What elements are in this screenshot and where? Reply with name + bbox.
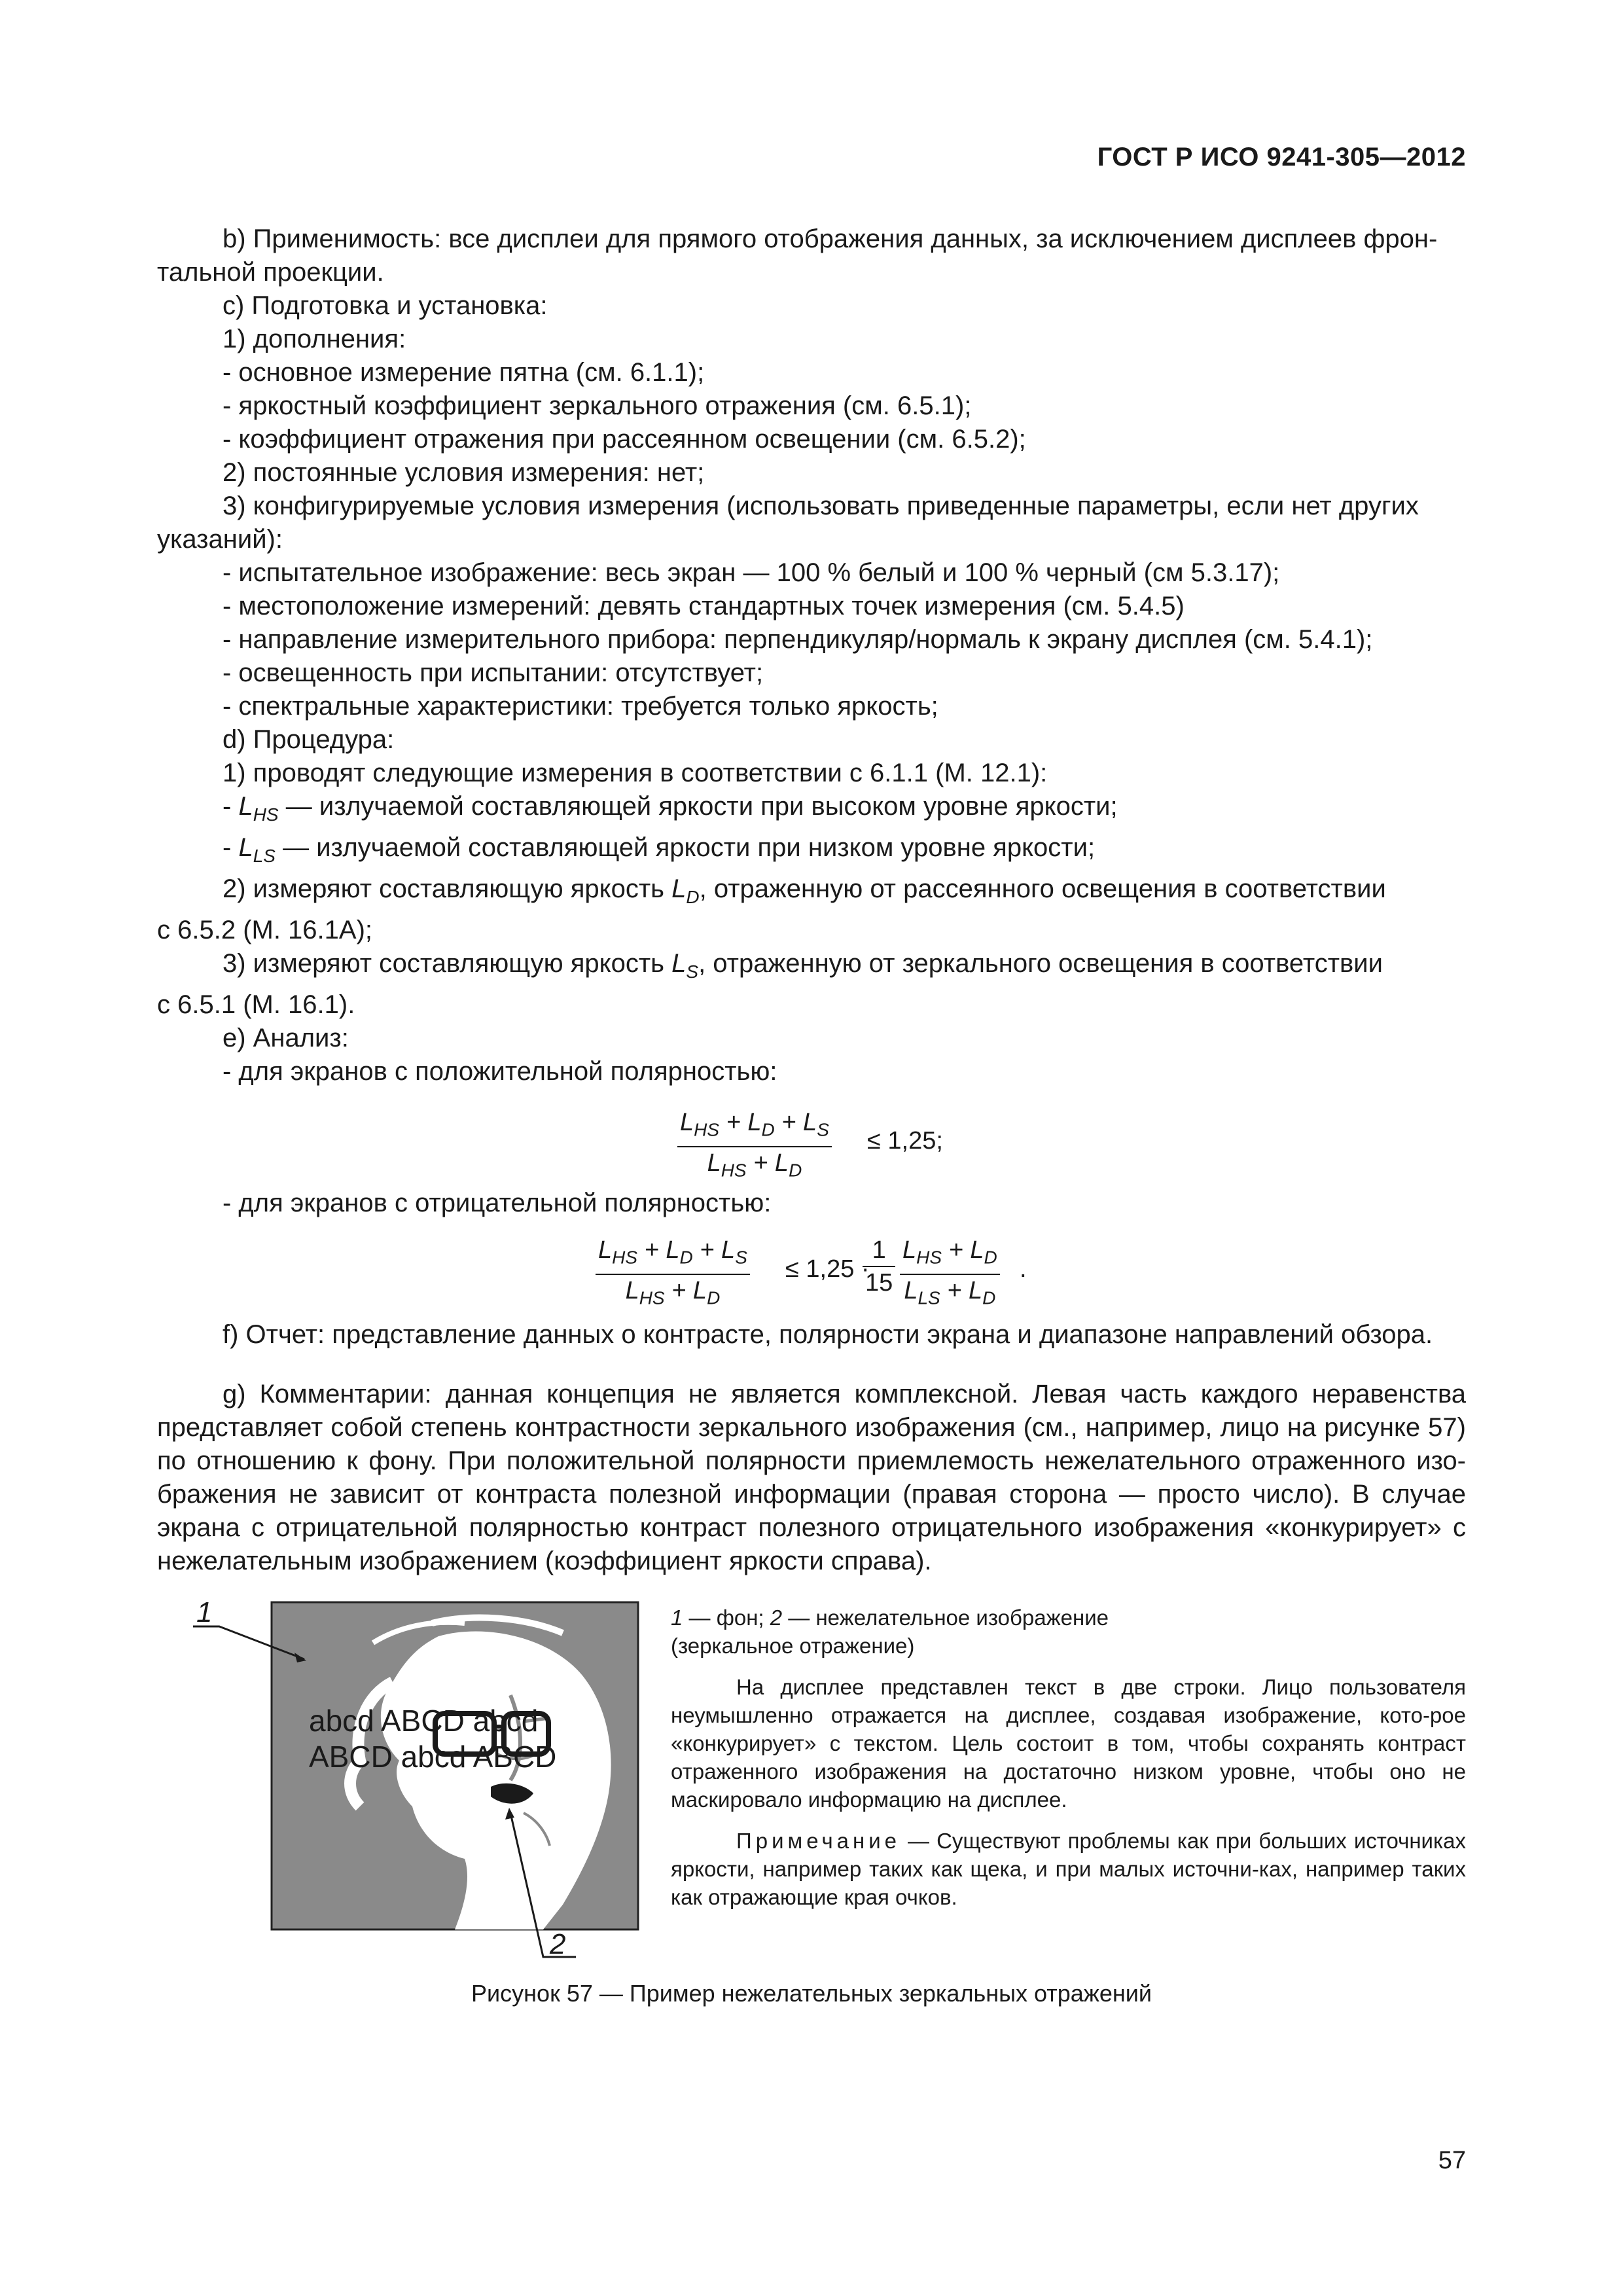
item-d3-cont: с 6.5.1 (М. 16.1).: [157, 990, 355, 1019]
item-d2: 2) измеряют составляющую яркость $L_D$, отраженную от рассеянного освещения в соответствии: [223, 874, 1386, 907]
symbol-l-hs: $L_{HS}$: [238, 792, 279, 825]
item-d1b: - $L_{LS}$ — излучаемой составляющей яркости при низком уровне яркости;: [223, 833, 1096, 866]
document-code-header: ГОСТ Р ИСО 9241-305—2012: [1097, 143, 1466, 171]
item-f: f) Отчет: представление данных о контрасте, полярности экрана и диапазоне направлений обзора.: [223, 1320, 1433, 1349]
item-e: e) Анализ:: [223, 1024, 349, 1052]
screen-text-line2: ABCD abcd ABCD: [309, 1740, 557, 1774]
main-text: [157, 223, 1466, 1604]
item-c3-line2: указаний):: [157, 525, 283, 554]
item-b-line1: b) Применимость: все дисплеи для прямого отображения данных, за исключением дисплеев фрон-: [223, 224, 1438, 253]
figure-note: Примечание — Существуют проблемы как при больших источниках яркости, например таких как щека, и при малых источни-ках, например таких как отражающие края очков.: [671, 1829, 1466, 1909]
item-b-line2: тальной проекции.: [157, 258, 384, 287]
item-e2: - для экранов с отрицательной полярностью:: [223, 1189, 772, 1217]
item-c: c) Подготовка и установка:: [223, 291, 548, 320]
item-c1: 1) дополнения:: [223, 325, 406, 353]
legend-keys: 1 — фон; 2 — нежелательное изображение: [671, 1605, 1109, 1630]
item-d2-cont: с 6.5.2 (М. 16.1А);: [157, 916, 373, 944]
formula1-fraction: $L_{HS} + L_D + L_S$ $L_{HS} + L_D$: [677, 1107, 832, 1186]
figure-illustration: [157, 1597, 654, 1964]
item-c1a: - основное измерение пятна (см. 6.1.1);: [223, 358, 705, 387]
callout-label-2: 2: [550, 1928, 566, 1960]
item-c3-1: - испытательное изображение: весь экран — 100 % белый и 100 % черный (см 5.3.17);: [223, 558, 1280, 587]
formula2-fraction-const: $\frac{1}{15}$: [863, 1234, 895, 1299]
figure-caption: Рисунок 57 — Пример нежелательных зеркальных отражений: [471, 1980, 1152, 2007]
legend-keys-cont: (зеркальное отражение): [671, 1634, 915, 1658]
page-number: 57: [1438, 2147, 1466, 2174]
callout-label-1: 1: [196, 1597, 213, 1628]
item-c3-5: - спектральные характеристики: требуется только яркость;: [223, 692, 938, 721]
formula-positive-polarity: [157, 1088, 1466, 1187]
formula2-fraction-right: $L_{HS} + L_D$ $L_{LS} + L_D$: [900, 1234, 1000, 1314]
item-c1b: - яркостный коэффициент зеркального отражения (см. 6.5.1);: [223, 391, 972, 420]
item-c3-2: - местоположение измерений: девять стандартных точек измерения (см. 5.4.5): [223, 592, 1185, 620]
item-c1c: - коэффициент отражения при рассеянном освещении (см. 6.5.2);: [223, 425, 1026, 454]
formula-negative-polarity: [157, 1220, 1466, 1318]
item-d3: 3) измеряют составляющую яркость $L_S$, отраженную от зеркального освещения в соответствии: [223, 949, 1383, 982]
item-e1: - для экранов с положительной полярностью:: [223, 1057, 777, 1086]
figure-legend: [671, 1604, 1466, 1911]
formula2-end: .: [1020, 1255, 1027, 1283]
symbol-l-d: $L_D$: [671, 874, 700, 907]
item-c3-4: - освещенность при испытании: отсутствует;: [223, 658, 764, 687]
screen-text-line1: abcd ABCD abcd: [309, 1704, 539, 1738]
symbol-l-s: $L_S$: [671, 949, 699, 982]
formula1-relation: ≤ 1,25;: [867, 1127, 943, 1155]
item-d1a: - $L_{HS}$ — излучаемой составляющей яркости при высоком уровне яркости;: [223, 792, 1118, 825]
item-g: g) Комментарии: данная концепция не является комплексной. Левая часть каждого неравенства представляет собой степень контрастности зеркального изображения (см., например, лицо на рисунке 57) по отношению к фону. При положительной полярности приемлемость нежелательного отраженного изо-бражения не зависит от контраста полезной информации (правая сторона — просто число). В случае экрана с отрицательной полярностью контраст полезного отрицательного изображения «конкурирует» с нежелательным изображением (коэффициент яркости справа).: [157, 1380, 1466, 1575]
formula2-relation: ≤ 1,25 ·: [785, 1255, 870, 1283]
item-d1: 1) проводят следующие измерения в соответствии с 6.1.1 (М. 12.1):: [223, 759, 1048, 787]
item-d: d) Процедура:: [223, 725, 395, 754]
item-c2: 2) постоянные условия измерения: нет;: [223, 458, 705, 487]
item-c3-line1: 3) конфигурируемые условия измерения (использовать приведенные параметры, если нет других: [223, 492, 1419, 520]
figure-description: На дисплее представлен текст в две строки. Лицо пользователя неумышленно отражается на дисплее, создавая изображение, кото-рое «конкурирует» с текстом. Цель состоит в том, чтобы сохранять контраст отраженного изображения на достаточно низком уровне, чтобы оно не маскировало информацию на дисплее.: [671, 1675, 1466, 1812]
figure-57: [157, 1597, 1466, 2016]
symbol-l-ls: $L_{LS}$: [238, 833, 276, 866]
item-c3-3: - направление измерительного прибора: перпендикуляр/нормаль к экрану дисплея (см. 5.4.1);: [223, 625, 1373, 654]
formula2-fraction-left: $L_{HS} + L_D + L_S$ $L_{HS} + L_D$: [596, 1234, 750, 1314]
